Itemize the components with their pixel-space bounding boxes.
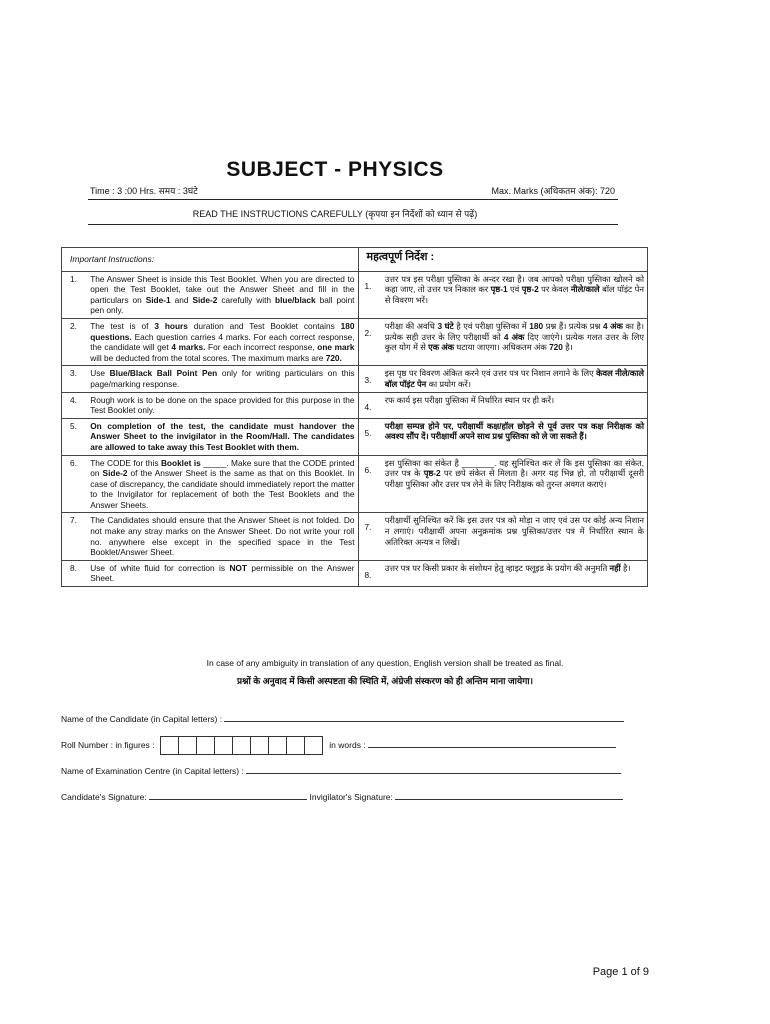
instruction-number: 3. xyxy=(358,366,382,392)
instruction-en: Rough work is to be done on the space provided for this purpose in the Test Booklet only. xyxy=(87,392,358,418)
translation-note-en: In case of any ambiguity in translation of any question, English version shall be treated as final. xyxy=(206,658,564,668)
translation-note-hi: प्रश्नों के अनुवाद में किसी अस्पष्टता की स्थिति में, अंग्रेजी संस्करण को ही अन्तिम माना जायेगा। xyxy=(236,676,534,686)
instruction-row xyxy=(62,392,648,418)
time-hi: समय : 3घंटे xyxy=(158,186,198,196)
instruction-row xyxy=(62,455,648,513)
instruction-number: 6. xyxy=(62,455,88,513)
instruction-number: 8. xyxy=(62,560,88,586)
exam-centre-field xyxy=(61,764,621,776)
instruction-hi: उत्तर पत्र पर किसी प्रकार के संशोधन हेतु व्हाइट फ्लूइड के प्रयोग की अनुमति नहीं है। xyxy=(382,560,648,586)
instruction-en: On completion of the test, the candidate must handover the Answer Sheet to the invigilator in the Room/Hall. The candidates are allowed to take away this Test Booklet with them. xyxy=(87,418,358,455)
instruction-hi: परीक्षा की अवधि 3 घंटे है एवं परीक्षा पुस्तिका में 180 प्रश्न हैं। प्रत्येक प्रश्न 4 अंक का है। प्रत्येक सही उत्तर के लिए परीक्षार्थी को 4 अंक दिए जाएंगे। प्रत्येक गलत उत्तर के लिए कुल योग में से एक अंक घटाया जाएगा। अधिकतम अंक 720 है। xyxy=(382,318,648,365)
instruction-number: 4. xyxy=(62,392,88,418)
instruction-hi: उत्तर पत्र इस परीक्षा पुस्तिका के अन्दर रखा है। जब आपको परीक्षा पुस्तिका खोलने को कहा जाए, तो उत्तर पत्र निकाल कर पृष्ठ-1 एवं पृष्ठ-2 पर केवल नीले/काले बॉल पॉइंट पेन से विवरण भरें। xyxy=(382,271,648,318)
instruction-hi: इस पुस्तिका का संकेत है _______. यह सुनिश्चित कर लें कि इस पुस्तिका का संकेत, उत्तर पत्र के पृष्ठ-2 पर छपे संकेत से मिलता है। अगर यह भिन्न हो, तो परीक्षार्थी दूसरी परीक्षा पुस्तिका और उत्तर पत्र लेने के लिए निरीक्षक को तुरन्त अवगत कराएं। xyxy=(382,455,648,513)
roll-number-box[interactable] xyxy=(268,736,287,755)
instruction-number: 5. xyxy=(358,418,382,455)
exam-duration xyxy=(90,184,198,197)
instruction-hi: परीक्षार्थी सुनिश्चित करें कि इस उत्तर पत्र को मोड़ा न जाए एवं उस पर कोई अन्य निशान न लगाएं। परीक्षार्थी अपना अनुक्रमांक प्रश्न पुस्तिका/उत्तर पत्र में निर्धारित स्थान के अतिरिक्त अन्यत्र न लिखें। xyxy=(382,513,648,560)
instruction-number: 2. xyxy=(358,318,382,365)
instruction-hi: इस पृष्ठ पर विवरण अंकित करने एवं उत्तर पत्र पर निशान लगाने के लिए केवल नीले/काले बॉल पॉइंट पेन का प्रयोग करें। xyxy=(382,366,648,392)
roll-number-box[interactable] xyxy=(304,736,323,755)
instruction-en: Use of white fluid for correction is NOT permissible on the Answer Sheet. xyxy=(87,560,358,586)
roll-number-box[interactable] xyxy=(160,736,179,755)
instruction-row xyxy=(62,513,648,560)
page-number: Page 1 of 9 xyxy=(592,966,649,978)
instruction-en: The CODE for this Booklet is _____. Make sure that the CODE printed on Side-2 of the Answer Sheet is the same as that on this Booklet. In case of discrepancy, the candidate should immediately report the matter to the Invigilator for replacement of both the Test Booklets and the Answer Sheets. xyxy=(87,455,358,513)
instruction-en: The test is of 3 hours duration and Test Booklet contains 180 questions. Each question carries 4 marks. For each correct response, the candidate will get 4 marks. For each incorrect response, one mark will be deducted from the total scores. The maximum marks are 720. xyxy=(87,318,358,365)
instructions-table xyxy=(61,247,648,587)
roll-number-box[interactable] xyxy=(232,736,251,755)
instruction-en: The Candidates should ensure that the Answer Sheet is not folded. Do not make any stray marks on the Answer Sheet. Do not write your roll no. anywhere else except in the specified space in the Test Booklet/Answer Sheet. xyxy=(87,513,358,560)
exam-centre-label: Name of Examination Centre (in Capital letters) : xyxy=(61,766,244,776)
candidate-name-field xyxy=(61,712,624,724)
instruction-number: 8. xyxy=(358,560,382,586)
instruction-number: 1. xyxy=(62,271,88,318)
instruction-number: 7. xyxy=(62,513,88,560)
candidate-name-label: Name of the Candidate (in Capital letters) : xyxy=(61,714,223,724)
instructions-heading-en: Important Instructions: xyxy=(62,248,359,272)
instruction-row xyxy=(62,271,648,318)
exam-centre-line[interactable] xyxy=(246,764,621,774)
candidate-signature-label: Candidate's Signature: xyxy=(61,792,147,802)
instruction-hi: परीक्षा सम्पन्न होने पर, परीक्षार्थी कक्ष/हॉल छोड़ने से पूर्व उत्तर पत्र कक्ष निरीक्षक को अवश्य सौंप दें। परीक्षार्थी अपने साथ प्रश्न पुस्तिका को ले जा सकते हैं। xyxy=(382,418,648,455)
instruction-number: 2. xyxy=(62,318,88,365)
divider xyxy=(88,199,618,200)
instructions-heading-hi: महत्वपूर्ण निर्देश : xyxy=(358,248,647,272)
instruction-number: 1. xyxy=(358,271,382,318)
roll-number-box[interactable] xyxy=(250,736,269,755)
read-instructions-heading: READ THE INSTRUCTIONS CAREFULLY (कृपया इन निर्देशों को ध्यान से पढ़ें) xyxy=(192,209,478,219)
candidate-signature-line[interactable] xyxy=(149,790,307,800)
instruction-number: 6. xyxy=(358,455,382,513)
instruction-row xyxy=(62,366,648,392)
signatures-field xyxy=(61,790,623,802)
roll-in-words-label: in words : xyxy=(329,739,366,750)
instruction-en: The Answer Sheet is inside this Test Booklet. When you are directed to open the Test Booklet, take out the Answer Sheet and fill in the particulars on Side-1 and Side-2 carefully with blue/black ball point pen only. xyxy=(87,271,358,318)
instruction-en: Use Blue/Black Ball Point Pen only for writing particulars on this page/marking response. xyxy=(87,366,358,392)
instruction-number: 4. xyxy=(358,392,382,418)
divider xyxy=(88,224,618,225)
instruction-number: 5. xyxy=(62,418,88,455)
invigilator-signature-label: Invigilator's Signature: xyxy=(309,792,393,802)
instruction-row xyxy=(62,318,648,365)
page-title: SUBJECT - PHYSICS xyxy=(226,158,444,181)
instruction-row xyxy=(62,418,648,455)
candidate-name-line[interactable] xyxy=(224,712,624,722)
roll-number-box[interactable] xyxy=(286,736,305,755)
roll-number-box[interactable] xyxy=(196,736,215,755)
roll-number-box[interactable] xyxy=(178,736,197,755)
instruction-number: 7. xyxy=(358,513,382,560)
roll-number-boxes[interactable] xyxy=(161,736,323,755)
invigilator-signature-line[interactable] xyxy=(395,790,623,800)
roll-number-label: Roll Number : in figures : xyxy=(61,739,155,750)
roll-in-words-line[interactable] xyxy=(368,738,616,748)
roll-number-box[interactable] xyxy=(214,736,233,755)
max-marks: Max. Marks (अधिकतम अंक): 720 xyxy=(491,186,615,196)
instruction-row xyxy=(62,560,648,586)
time-en: Time : 3 :00 Hrs. xyxy=(90,186,157,196)
instruction-hi: रफ कार्य इस परीक्षा पुस्तिका में निर्धारित स्थान पर ही करें। xyxy=(382,392,648,418)
instruction-number: 3. xyxy=(62,366,88,392)
roll-number-field xyxy=(61,736,616,755)
